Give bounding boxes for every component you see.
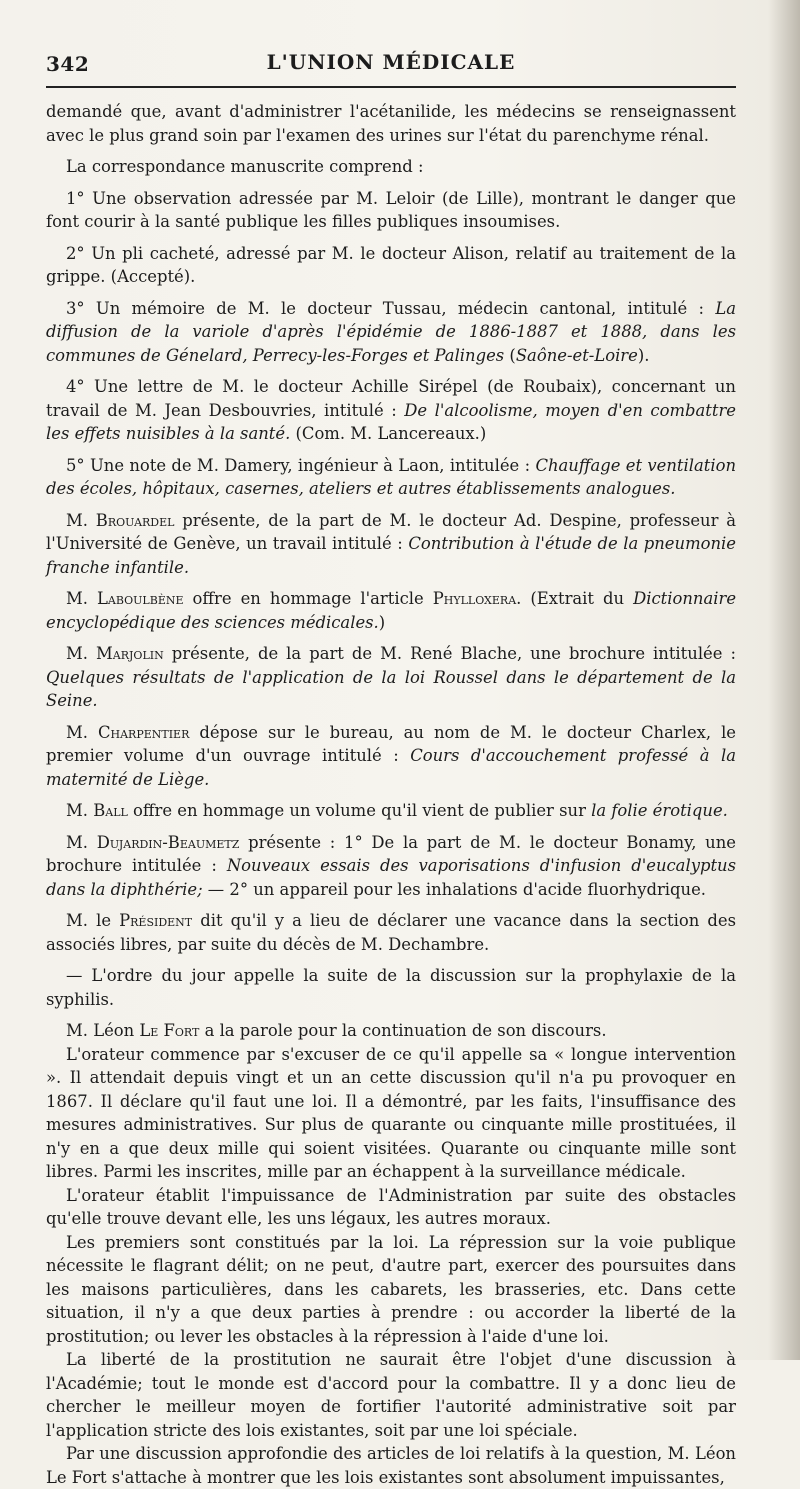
article-body bbox=[46, 100, 736, 1489]
paragraph: L'orateur commence par s'excuser de ce qu'il appelle sa « longue intervention ». Il attendait depuis vingt et un an cette discussion qu'il n'a pu provoquer en 1867. Il déclare qu'il faut une loi. Il a démontré, par les faits, l'insuffisance des mesures administratives. Sur plus de quarante ou cinquante mille prostituées, il n'y en a que deux mille qui soient visitées. Quarante ou cinquante mille sont libres. Parmi les inscrites, mille par an échappent à la surveillance médicale. bbox=[46, 1044, 736, 1181]
page-number: 342 bbox=[46, 52, 90, 76]
paragraph: 5° Une note de M. Damery, ingénieur à Laon, intitulée : Chauffage et ventilation des écoles, hôpitaux, casernes, ateliers et autres établissements analogues. bbox=[46, 455, 737, 498]
header-rule bbox=[46, 86, 736, 88]
paragraph: 3° Un mémoire de M. le docteur Tussau, médecin cantonal, intitulé : La diffusion de la variole d'après l'épidémie de 1886-1887 et 1888, dans les communes de Génelard, Perrecy-les-Forges et Palinges (Saône-et-Loire). bbox=[46, 298, 736, 365]
paragraph: La liberté de la prostitution ne saurait être l'objet d'une discussion à l'Académie; tout le monde est d'accord pour la combattre. Il y a donc lieu de chercher le meilleur moyen de fortifier l'autorité administrative soit par l'application stricte des lois existantes, soit par une loi spéciale. bbox=[46, 1350, 736, 1440]
paragraph: M. Laboulbène offre en hommage l'article Phylloxera. (Extrait du Dictionnaire encyclopédique des sciences médicales.) bbox=[46, 589, 737, 632]
paragraph: — L'ordre du jour appelle la suite de la discussion sur la prophylaxie de la syphilis. bbox=[46, 966, 736, 1009]
paragraph: Les premiers sont constitués par la loi. La répression sur la voie publique nécessite le flagrant délit; on ne peut, d'autre part, exercer des poursuites dans les maisons particulières, dans les cabarets, les brasseries, etc. Dans cette situation, il n'y a que deux parties à prendre : ou accorder la liberté de la prostitution; ou lever les obstacles à la répression à l'aide d'une loi. bbox=[46, 1232, 736, 1346]
paragraph: 4° Une lettre de M. le docteur Achille Sirépel (de Roubaix), concernant un travail de M. Jean Desbouvries, intitulé : De l'alcoolisme, moyen d'en combattre les effets nuisibles à la santé. (Com. M. Lancereaux.) bbox=[46, 377, 736, 443]
paragraph: M. Brouardel présente, de la part de M. le docteur Ad. Despine, professeur à l'Université de Genève, un travail intitulé : Contribution à l'étude de la pneumonie franche infantile. bbox=[46, 510, 737, 577]
paragraph: 1° Une observation adressée par M. Leloir (de Lille), montrant le danger que font courir à la santé publique les filles publiques insoumises. bbox=[46, 188, 736, 231]
paragraph: Par une discussion approfondie des articles de loi relatifs à la question, M. Léon Le Fort s'attache à montrer que les lois existantes sont absolument impuissantes, bbox=[46, 1444, 736, 1487]
running-title: L'UNION MÉDICALE bbox=[266, 50, 516, 74]
paragraph: demandé que, avant d'administrer l'acétanilide, les médecins se renseignassent avec le plus grand soin par l'examen des urines sur l'état du parenchyme rénal. bbox=[46, 102, 736, 145]
paragraph: L'orateur établit l'impuissance de l'Administration par suite des obstacles qu'elle trouve devant elle, les uns légaux, les autres moraux. bbox=[46, 1185, 736, 1228]
paragraph: La correspondance manuscrite comprend : bbox=[66, 157, 424, 176]
paragraph: M. le Président dit qu'il y a lieu de déclarer une vacance dans la section des associés libres, par suite du décès de M. Dechambre. bbox=[46, 911, 736, 954]
paragraph: M. Ball offre en hommage un volume qu'il vient de publier sur la folie érotique. bbox=[66, 801, 728, 820]
paragraph: M. Charpentier dépose sur le bureau, au nom de M. le docteur Charlex, le premier volume d'un ouvrage intitulé : Cours d'accouchement professé à la maternité de Liège. bbox=[46, 722, 737, 789]
paragraph: M. Léon Le Fort a la parole pour la continuation de son discours. bbox=[66, 1021, 607, 1040]
paragraph: M. Dujardin-Beaumetz présente : 1° De la part de M. le docteur Bonamy, une brochure intitulée : Nouveaux essais des vaporisations d'infusion d'eucalyptus dans la diphthérie; — 2° un appareil pour les inhalations d'acide fluorhydrique. bbox=[46, 832, 737, 899]
paragraph: 2° Un pli cacheté, adressé par M. le docteur Alison, relatif au traitement de la grippe. (Accepté). bbox=[46, 243, 736, 286]
page-header bbox=[46, 50, 736, 80]
paragraph: M. Marjolin présente, de la part de M. René Blache, une brochure intitulée : Quelques résultats de l'application de la loi Roussel dans le département de la Seine. bbox=[46, 644, 737, 710]
